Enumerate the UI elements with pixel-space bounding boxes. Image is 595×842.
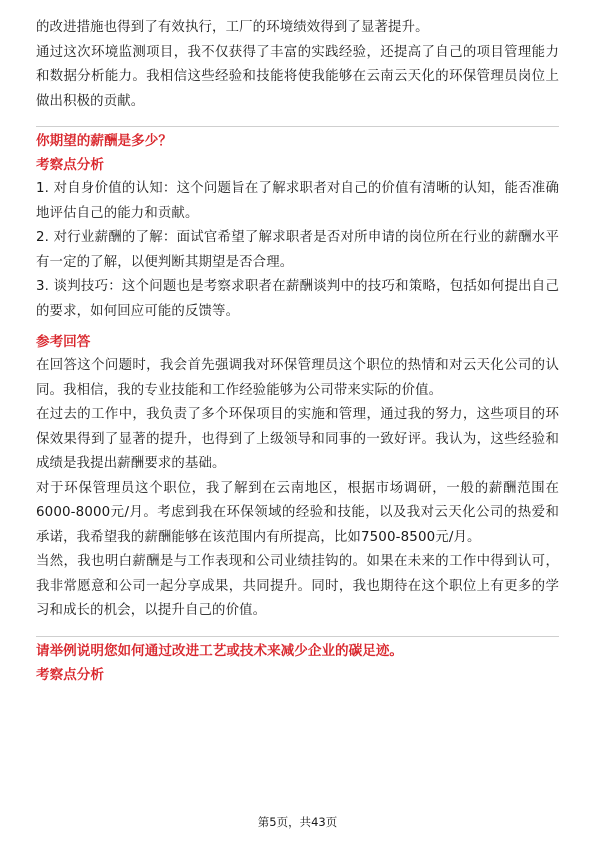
analysis-item: 2. 对行业薪酬的了解：面试官希望了解求职者是否对所申请的岗位所在行业的薪酬水平有一定的了解，以便判断其期望是否合理。 [36,230,559,270]
paragraph: 通过这次环境监测项目，我不仅获得了丰富的实践经验，还提高了自己的项目管理能力和数据分析能力。我相信这些经验和技能将使我能够在云南云天化的环保管理员岗位上做出积极的贡献。 [36,44,559,109]
answer-paragraph: 在回答这个问题时，我会首先强调我对环保管理员这个职位的热情和对云天化公司的认同。我相信，我的专业技能和工作经验能够为公司带来实际的价值。 [36,358,559,398]
analysis-heading: 考察点分析 [36,666,104,683]
answer-paragraph: 在过去的工作中，我负责了多个环保项目的实施和管理，通过我的努力，这些项目的环保效果得到了显著的提升，也得到了上级领导和同事的一致好评。我认为，这些经验和成绩是我提出薪酬要求的基础。 [36,407,559,471]
document-page [36,16,559,687]
analysis-item: 1. 对自身价值的认知：这个问题旨在了解求职者对自己的价值有清晰的认知，能否准确地评估自己的能力和贡献。 [36,181,559,221]
question-title: 请举例说明您如何通过改进工艺或技术来减少企业的碳足迹。 [36,642,404,659]
analysis-item: 3. 谈判技巧：这个问题也是考察求职者在薪酬谈判中的技巧和策略，包括如何提出自己的要求，如何回应可能的反馈等。 [36,279,559,319]
answer-paragraph: 当然，我也明白薪酬是与工作表现和公司业绩挂钩的。如果在未来的工作中得到认可，我非常愿意和公司一起分享成果，共同提升。同时，我也期待在这个职位上有更多的学习和成长的机会，以提升自己的价值。 [36,554,559,618]
answer-heading: 参考回答 [36,334,91,350]
question-title: 你期望的薪酬是多少？ [36,133,172,149]
paragraph: 的改进措施也得到了有效执行，工厂的环境绩效得到了显著提升。 [36,20,429,35]
answer-paragraph: 对于环保管理员这个职位，我了解到在云南地区，根据市场调研，一般的薪酬范围在6000-8000元/月。考虑到我在环保领域的经验和技能，以及我对云天化公司的热爱和承诺，我希望我的薪酬能够在该范围内有所提高，比如7500-8500元/月。 [36,480,559,545]
analysis-heading: 考察点分析 [36,157,104,173]
divider [36,636,559,637]
page-footer: 第5页，共43页 [257,815,338,829]
divider [36,126,559,127]
